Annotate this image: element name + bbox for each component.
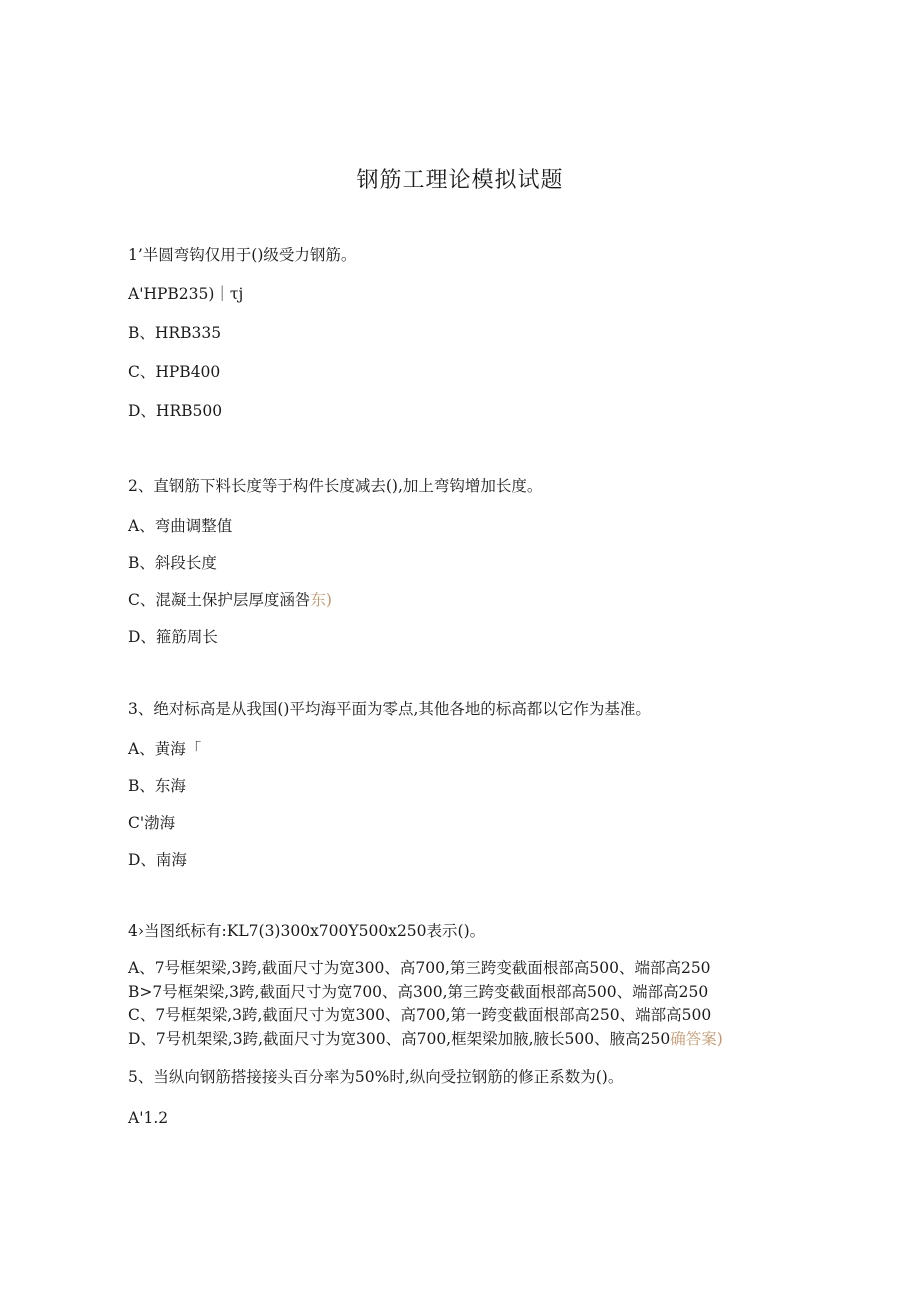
answer-mark: 东) xyxy=(310,591,332,609)
question-4-option-a: A、7号框架梁,3跨,截面尺寸为宽300、高700,第三跨变截面根部高500、端部高250 xyxy=(128,959,711,977)
question-3-option-b: B、东海 xyxy=(128,777,186,795)
question-3-option-d: D、南海 xyxy=(128,851,187,869)
answer-mark: 确答案) xyxy=(670,1030,723,1048)
question-2-option-b: B、斜段长度 xyxy=(128,554,217,572)
question-1-option-a: A'HPB235)｜τj xyxy=(128,285,244,303)
question-3-option-a: A、黄海「 xyxy=(128,740,202,758)
question-4-option-d xyxy=(128,1029,723,1049)
question-3-text: 3、绝对标高是从我国()平均海平面为零点,其他各地的标高都以它作为基准。 xyxy=(128,700,651,718)
question-4-option-c: C、7号框架梁,3跨,截面尺寸为宽300、高700,第一跨变截面根部高250、端部高500 xyxy=(128,1006,712,1024)
question-1-text: 1’半圆弯钩仅用于()级受力钢筋。 xyxy=(128,246,357,264)
question-1-option-b: B、HRB335 xyxy=(128,324,222,342)
question-4-text: 4›当图纸标有:KL7(3)300x700Y500x250表示()。 xyxy=(128,922,486,940)
page-title: 钢筋工理论模拟试题 xyxy=(356,168,564,193)
question-5-text: 5、当纵向钢筋搭接接头百分率为50%时,纵向受拉钢筋的修正系数为()。 xyxy=(128,1068,624,1086)
question-3-option-c: C'渤海 xyxy=(128,814,176,832)
question-4-option-d-text: D、7号机架梁,3跨,截面尺寸为宽300、高700,框架梁加腋,腋长500、腋高250 xyxy=(128,1030,671,1048)
question-4-option-b: B>7号框架梁,3跨,截面尺寸为宽700、高300,第三跨变截面根部高500、端部高250 xyxy=(128,983,709,1001)
question-2-option-c xyxy=(128,590,332,610)
question-2-option-a: A、弯曲调整值 xyxy=(128,517,233,535)
question-1-option-c: C、HPB400 xyxy=(128,363,221,381)
question-2-option-d: D、箍筋周长 xyxy=(128,628,218,646)
question-2-text: 2、直钢筋下料长度等于构件长度减去(),加上弯钩增加长度。 xyxy=(128,477,543,495)
question-5-option-a: A'1.2 xyxy=(128,1109,169,1127)
question-2-option-c-text: C、混凝土保护层厚度涵咎 xyxy=(128,591,311,609)
question-1-option-d: D、HRB500 xyxy=(128,402,223,420)
